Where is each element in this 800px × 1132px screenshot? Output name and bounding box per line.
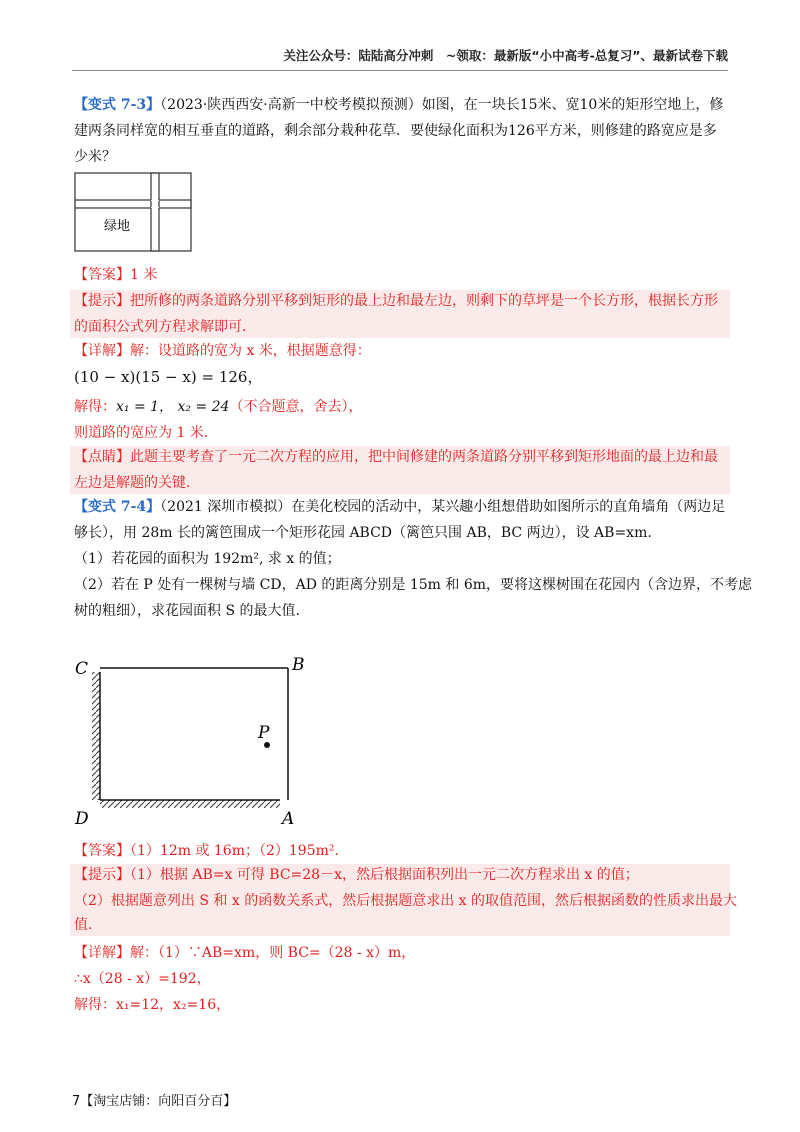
horizontal-road	[75, 200, 191, 208]
q73-answer	[74, 264, 157, 286]
q73-detail1	[74, 340, 371, 362]
q74-line1	[74, 496, 725, 518]
garden-figure	[72, 652, 312, 834]
detail-tag: 【详解】	[74, 945, 130, 961]
q74-line3: （1）若花园的面积为 192m², 求 x 的值；	[74, 551, 341, 567]
q74-hint1	[74, 864, 639, 886]
page-header: 关注公众号：陆陆高分冲刺 ~领取：最新版“小中高考-总复习”、最新试卷下载	[283, 48, 728, 63]
q74-detail1	[74, 942, 415, 964]
detail-text1: 解：设道路的宽为 x 米，根据题意得：	[130, 343, 371, 359]
land-rect	[75, 173, 191, 251]
label-p: P	[258, 723, 270, 743]
hint-text1: 把所修的两条道路分别平移到矩形的最上边和最左边，则剩下的草坪是一个长方形，根据长方形	[130, 293, 718, 309]
q74-hint2: （2）根据题意列出 S 和 x 的函数关系式，然后根据题意求出 x 的取值范围，然后根据函数的性质求出最大	[74, 893, 737, 909]
q73-hint2: 的面积公式列方程求解即可．	[74, 319, 256, 335]
page-footer: 7【淘宝店铺：向阳百分百】	[72, 1094, 237, 1109]
q73-tag: 【变式 7-3】	[74, 97, 161, 113]
q74-detail2: ∴x（28 - x）=192，	[74, 971, 211, 987]
q73-comment1	[74, 446, 718, 468]
q74-text1: （2021 深圳市模拟）在美化校园的活动中，某兴趣小组想借助如图所示的直角墙角（两边足	[160, 499, 726, 515]
q73-comment2: 左边是解题的关键．	[74, 475, 200, 491]
q74-line5: 树的粗细），求花园面积 S 的最大值.	[74, 603, 300, 619]
hint-tag: 【提示】	[74, 293, 130, 309]
wall-ad-hatch	[100, 800, 280, 808]
header-divider	[72, 70, 728, 71]
vertical-road	[151, 173, 159, 251]
road-figure	[74, 172, 194, 254]
q73-line1	[74, 94, 723, 116]
detail-tag: 【详解】	[74, 343, 130, 359]
hint-tag: 【提示】	[74, 867, 130, 883]
comment-text1: 此题主要考查了一元二次方程的应用，把中间修建的两条道路分别平移到矩形地面的最上边和最	[130, 449, 718, 465]
answer-value: 1 米	[130, 267, 158, 283]
answer-tag: 【答案】	[74, 843, 130, 859]
q73-text1: （2023·陕西西安·高新一中校考模拟预测）如图，在一块长15米、宽10米的矩形空地上，修	[160, 97, 724, 113]
figure-label-greenland: 绿地	[104, 219, 131, 234]
sol-x1: x₁ = 1，	[116, 399, 174, 415]
label-d: D	[75, 809, 89, 829]
q74-line4: （2）若在 P 处有一棵树与墙 CD，AD 的距离分别是 15m 和 6m，要将这棵树围在花园内（含边界，不考虑	[74, 577, 753, 593]
q73-solution	[74, 396, 362, 418]
q74-hint3: 值.	[74, 917, 93, 933]
hint-text1: （1）根据 AB=x 可得 BC=28－x，然后根据面积列出一元二次方程求出 x 的值；	[130, 867, 639, 883]
answer-tag: 【答案】	[74, 267, 130, 283]
answer-value: （1）12m 或 16m；（2）195m².	[130, 843, 339, 859]
q73-hint1	[74, 290, 718, 312]
q74-line2: 够长），用 28m 长的篱笆围成一个矩形花园 ABCD（篱笆只围 AB，BC 两边），设 AB=xm.	[74, 525, 652, 541]
q74-answer	[74, 840, 339, 862]
q74-tag: 【变式 7-4】	[74, 499, 161, 515]
sol-prefix: 解得：	[74, 399, 116, 415]
q73-line3: 少米？	[74, 149, 116, 165]
q74-detail3: 解得：x₁=12，x₂=16，	[74, 997, 231, 1013]
wall-cd-hatch	[92, 672, 100, 800]
sol-note: （不合题意，舍去），	[229, 399, 363, 415]
sol-x2: x₂ = 24	[177, 399, 230, 415]
comment-tag: 【点睛】	[74, 449, 130, 465]
q73-conclusion: 则道路的宽应为 1 米．	[74, 425, 218, 441]
q73-equation: (10 − x)(15 − x) = 126，	[74, 368, 263, 386]
label-a: A	[282, 809, 295, 829]
label-c: C	[75, 659, 89, 679]
label-b: B	[292, 655, 305, 675]
detail-text1: 解：（1）∵AB=xm，则 BC=（28 - x）m，	[130, 945, 416, 961]
q73-line2: 建两条同样宽的相互垂直的道路，剩余部分栽种花草．要使绿化面积为126平方米，则修建的路宽应是多	[74, 123, 717, 139]
